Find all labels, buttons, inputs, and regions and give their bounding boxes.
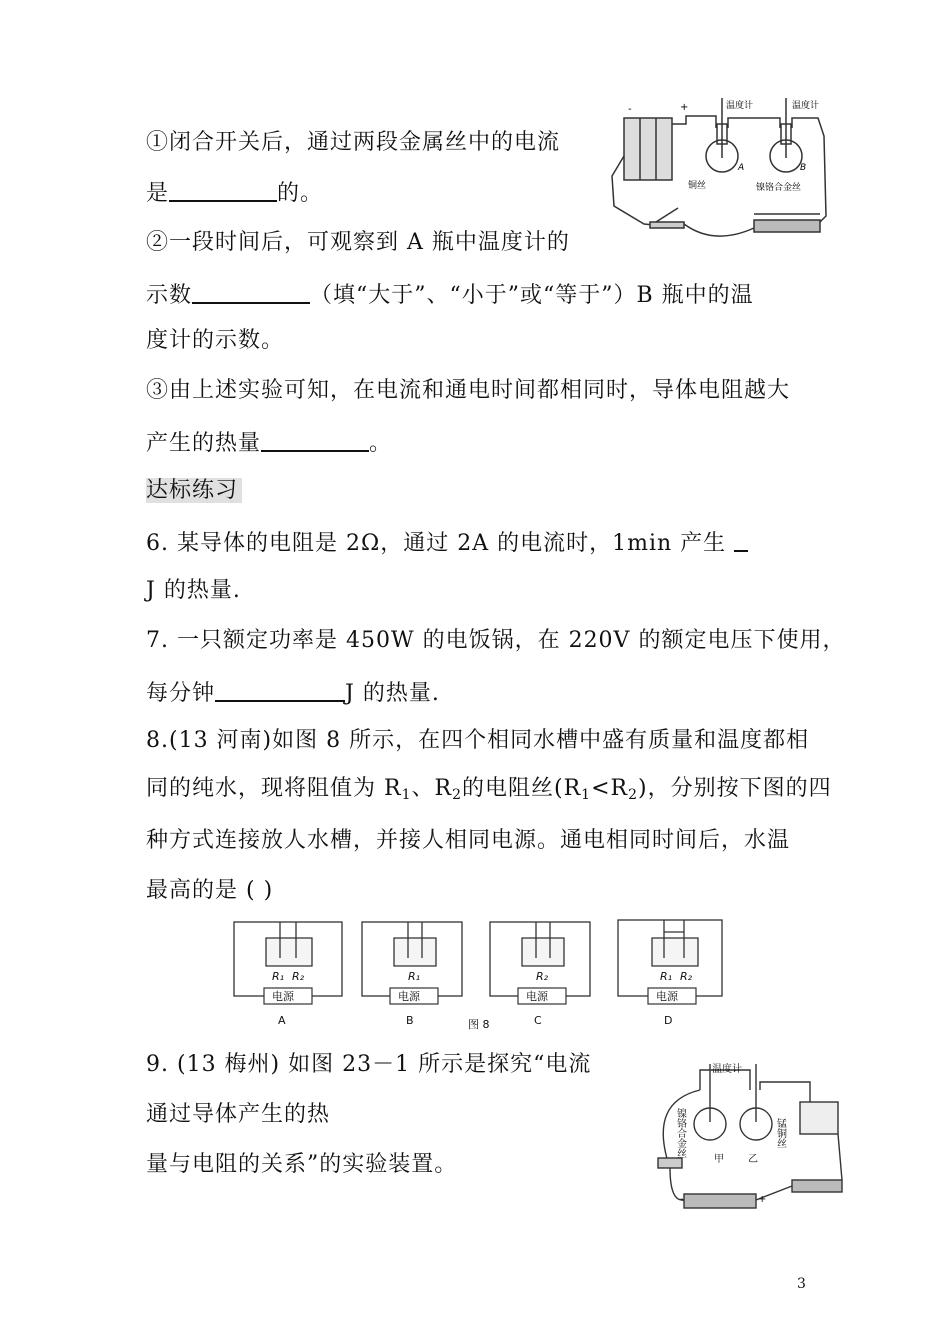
subscript: 1	[401, 787, 412, 803]
thermometer-label: 温度计	[712, 1064, 742, 1075]
battery-minus-label: -	[680, 1194, 684, 1205]
q5-text: 的。	[277, 181, 324, 206]
flask-a-label: A	[738, 163, 745, 173]
q5-line7	[146, 426, 392, 459]
resistor-label: R₁	[408, 970, 421, 983]
wire	[672, 116, 716, 128]
option-b-label: B	[406, 1014, 414, 1027]
nichrome-wire-label: 镍铬合金丝	[756, 183, 802, 193]
power-source-label: 电源	[272, 990, 294, 1003]
water-tank-a	[266, 938, 312, 966]
subscript: 1	[581, 787, 592, 803]
q5-line1: ①闭合开关后，通过两段金属丝中的电流	[146, 130, 561, 155]
battery-minus-label: -	[628, 104, 632, 115]
wire	[684, 224, 754, 236]
flask-jia-label: 甲	[714, 1154, 724, 1165]
power-source-label: 电源	[656, 990, 678, 1003]
battery-plus-label: +	[680, 102, 689, 113]
flask-b-label: B	[800, 163, 807, 173]
q8-text: )，分别按下图的四	[637, 776, 832, 801]
q5-text: 。	[369, 431, 393, 456]
switch	[650, 222, 684, 228]
flask-yi-label: 乙	[748, 1154, 758, 1165]
copper-wire-label: 铜丝	[688, 181, 707, 191]
answer-blank-q7[interactable]	[215, 676, 345, 702]
battery-pack	[624, 118, 672, 180]
rheostat	[792, 1180, 842, 1192]
resistor-label: R₂	[292, 970, 305, 983]
water-tank-d	[652, 938, 698, 966]
answer-blank-q5-reading[interactable]	[192, 278, 310, 304]
q5-line5: 度计的示数。	[146, 328, 285, 353]
battery-plus-label: +	[758, 1194, 767, 1205]
q8-text: 的电阻丝(R	[461, 776, 582, 801]
q5-line6: ③由上述实验可知，在电流和通电时间都相同时，导体电阻越大	[146, 378, 791, 403]
q6-line1	[146, 526, 748, 559]
q5-line3: ②一段时间后，可观察到 A 瓶中温度计的	[146, 230, 570, 255]
q5-text: 是	[146, 181, 170, 206]
answer-blank-q5-current[interactable]	[169, 176, 277, 202]
figure-8-circuits	[228, 912, 732, 1036]
switch	[658, 1158, 682, 1168]
q9-line2: 通过导体产生的热	[146, 1102, 331, 1127]
water-tank-c	[522, 938, 564, 966]
resistor-label: R₁	[660, 970, 673, 983]
option-d-label: D	[664, 1014, 673, 1027]
wire	[792, 118, 826, 228]
q5-line4	[146, 278, 754, 311]
nichrome-wire-label: 镍铬合金丝	[674, 1108, 686, 1158]
battery	[684, 1194, 756, 1208]
answer-blank-q6[interactable]	[734, 526, 748, 552]
q7-text: 每分钟	[146, 681, 216, 706]
resistor-label: R₂	[536, 970, 549, 983]
q8-line1: 8.(13 河南)如图 8 所示，在四个相同水槽中盛有质量和温度都相	[146, 728, 810, 753]
q8-text: <R	[591, 776, 629, 801]
section-label: 达标练习	[146, 478, 242, 503]
q6-line2: J 的热量.	[146, 578, 241, 603]
q8-line4: 最高的是 ( )	[146, 878, 274, 903]
q5-text: 产生的热量	[146, 431, 262, 456]
power-source-label: 电源	[398, 990, 420, 1003]
ammeter	[800, 1102, 838, 1134]
answer-blank-q5-heat[interactable]	[261, 426, 369, 452]
q9-line1: 9. (13 梅州) 如图 23－1 所示是探究“电流	[146, 1052, 592, 1077]
wire	[728, 118, 780, 128]
figure-8-caption: 图 8	[468, 1018, 490, 1031]
manganin-wire-label: 锰铜丝	[774, 1118, 786, 1148]
q5-text: 示数	[146, 283, 193, 308]
subscript: 2	[628, 787, 638, 803]
figure-23-1-apparatus	[640, 1062, 846, 1216]
water-tank-b	[394, 938, 436, 966]
q7-line2	[146, 676, 440, 709]
q7-text: J 的热量.	[345, 681, 440, 706]
resistor-label: R₂	[680, 970, 693, 983]
rheostat	[754, 220, 820, 232]
section-heading	[146, 476, 242, 506]
subscript: 2	[452, 787, 462, 803]
power-source-label: 电源	[526, 990, 548, 1003]
thermometer-a-label: 温度计	[726, 101, 754, 111]
joule-heating-apparatus-figure	[604, 96, 836, 254]
q5-text: （填“大于”、“小于”或“等于”）B 瓶中的温	[310, 283, 754, 308]
q8-line2	[146, 774, 832, 810]
q8-text: 同的纯水，现将阻值为 R	[146, 776, 402, 801]
wire	[760, 1082, 810, 1102]
q8-text: 、R	[411, 776, 453, 801]
resistor-label: R₁	[272, 970, 285, 983]
thermometer-b-label: 温度计	[792, 101, 820, 111]
option-c-label: C	[534, 1014, 542, 1027]
q6-text: 6. 某导体的电阻是 2Ω，通过 2A 的电流时，1min 产生	[146, 531, 727, 556]
q9-line3: 量与电阻的关系”的实验装置。	[146, 1152, 458, 1177]
wire	[838, 1134, 842, 1180]
q8-line3: 种方式连接放人水槽，并接人相同电源。通电相同时间后，水温	[146, 828, 791, 853]
q7-line1: 7. 一只额定功率是 450W 的电饭锅，在 220V 的额定电压下使用，	[146, 628, 846, 653]
q5-line2	[146, 176, 323, 209]
page-number: 3	[797, 1276, 806, 1292]
option-a-label: A	[278, 1014, 286, 1027]
